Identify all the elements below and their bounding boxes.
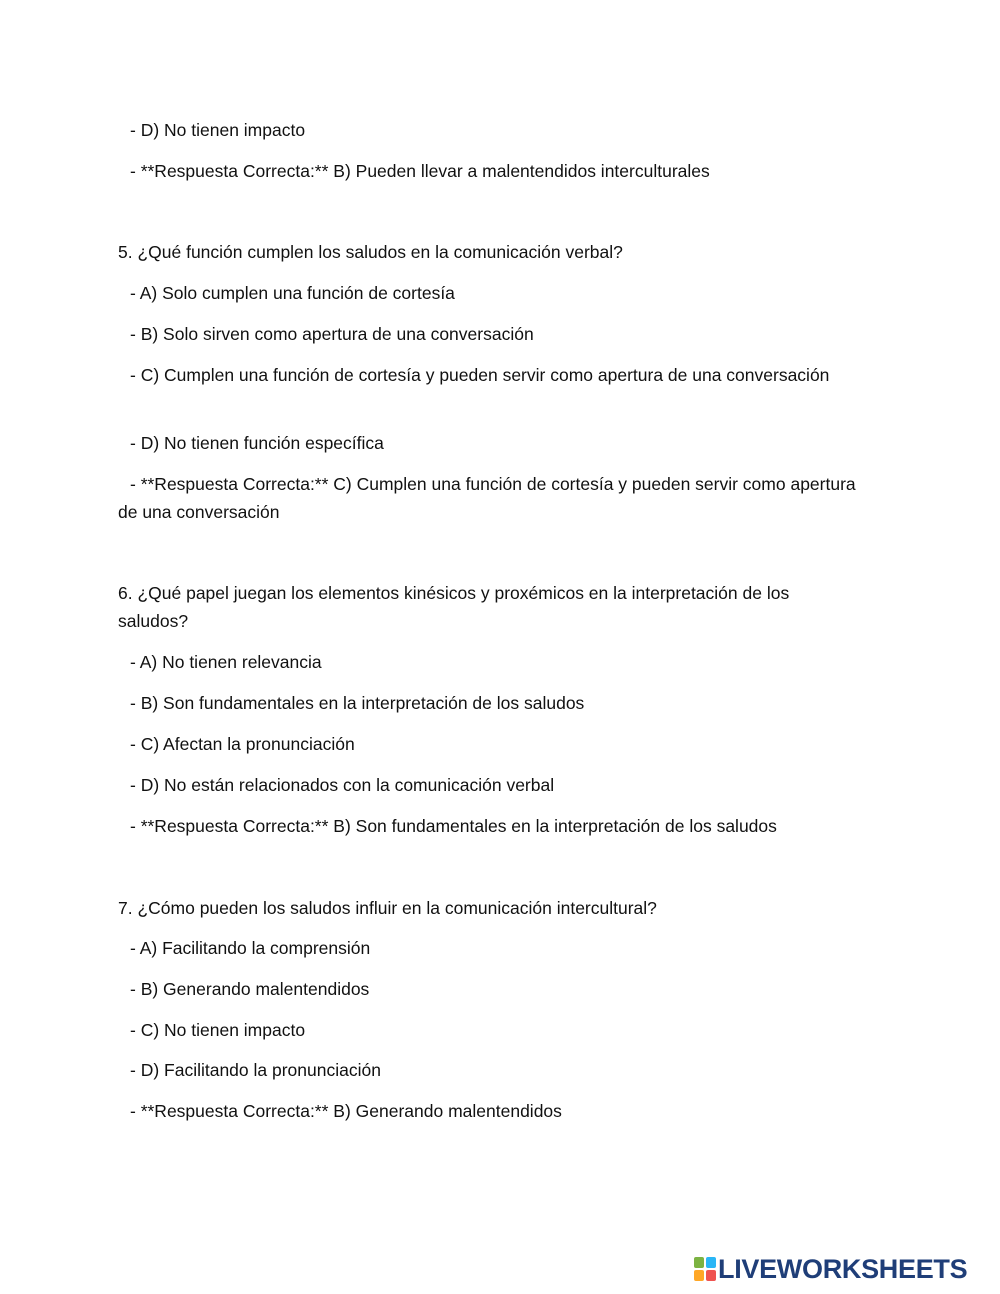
- option-line: - D) Facilitando la pronunciación: [130, 1060, 381, 1080]
- option-line: - B) Solo sirven como apertura de una conversación: [130, 324, 534, 344]
- text-line: - D) No tienen impacto: [130, 120, 306, 140]
- logo-tile: [706, 1270, 716, 1281]
- option-line: - C) No tienen impacto: [130, 1020, 306, 1040]
- option-line: - A) Facilitando la comprensión: [130, 938, 371, 958]
- logo-tile: [694, 1257, 704, 1268]
- question-7: 7. ¿Cómo pueden los saludos influir en la comunicación intercultural?: [118, 898, 657, 918]
- liveworksheets-logo-icon: [694, 1257, 716, 1281]
- answer-line: - **Respuesta Correcta:** B) Generando malentendidos: [130, 1101, 562, 1121]
- answer-line: - **Respuesta Correcta:** B) Son fundamentales en la interpretación de los saludos: [130, 816, 777, 836]
- option-line: - B) Son fundamentales en la interpretación de los saludos: [130, 693, 585, 713]
- option-line: - A) No tienen relevancia: [130, 652, 322, 672]
- option-line: - B) Generando malentendidos: [130, 979, 370, 999]
- option-line: - D) No tienen función específica: [130, 433, 384, 453]
- text-line: - **Respuesta Correcta:** B) Pueden llevar a malentendidos interculturales: [130, 161, 710, 181]
- question-6: 6. ¿Qué papel juegan los elementos kinésicos y proxémicos en la interpretación de los saludos?: [118, 583, 790, 631]
- option-line: - D) No están relacionados con la comunicación verbal: [130, 775, 555, 795]
- option-line: - C) Afectan la pronunciación: [130, 734, 355, 754]
- logo-tile: [706, 1257, 716, 1268]
- logo-tile: [694, 1270, 704, 1281]
- question-5: 5. ¿Qué función cumplen los saludos en la comunicación verbal?: [118, 242, 623, 262]
- answer-line: - **Respuesta Correcta:** C) Cumplen una función de cortesía y pueden servir como apertura de una conversación: [118, 474, 856, 522]
- liveworksheets-logo: [694, 1256, 967, 1282]
- option-line: - A) Solo cumplen una función de cortesía: [130, 283, 455, 303]
- logo-text: LIVEWORKSHEETS: [718, 1254, 968, 1284]
- option-line: - C) Cumplen una función de cortesía y pueden servir como apertura de una conversación: [130, 365, 830, 385]
